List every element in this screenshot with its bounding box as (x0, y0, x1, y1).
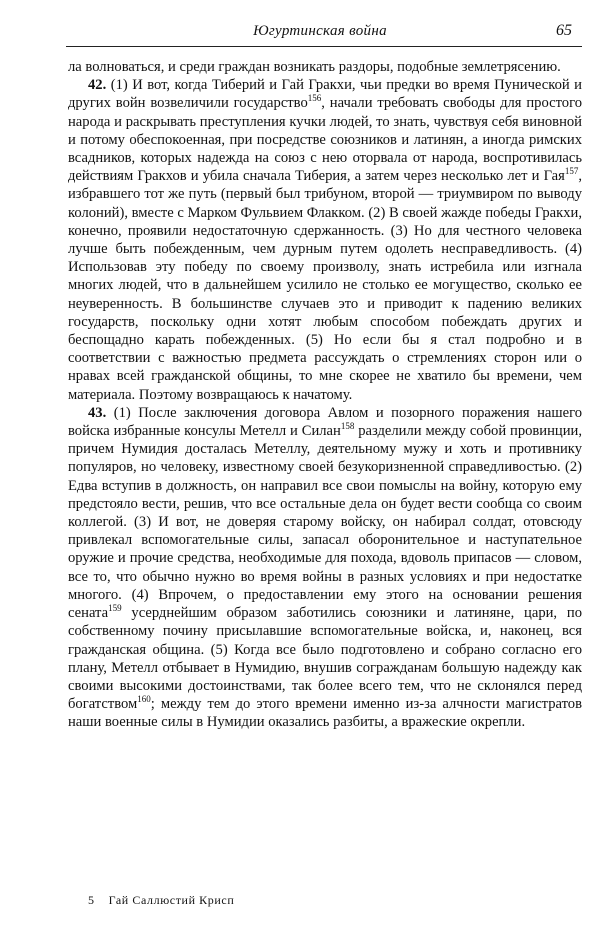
section-text: (1) После заключения договора Авлом и позорного поражения нашего войска избранные консулы Метелл и Силан (68, 404, 582, 440)
footnote-ref: 156 (307, 93, 322, 104)
footnote-ref: 160 (137, 694, 151, 705)
section-text: , избравшего тот же путь (первый был трибуном, второй — триумвиром по выводу колоний), вместе с Марком Фульвием Флакком. (2) В своей жажде победы Гракхи, конечно, проявили недостаточную сдержанность. (3) Но для честного человека лучше быть побежденным, чем дурным путем одолеть несправедливость. (4) Использовав эту победу по своему произволу, знать истребила или изгнала многих людей, что в дальнейшем усилило не столько ее могущество, сколько ее неуверенность. В большинстве случаев это и приводит к падению великих государств, поскольку одни хотят любым способом побеждать других и беспощадно карать побежденных. (5) Но если бы я стал подробно и в соответствии с важностью предмета рассуждать о стремлениях сторон или о нравах всей гражданской общины, то мне скорее не хватило бы времени, чем материала. Поэтому возвращаюсь к начатому. (68, 168, 582, 403)
page-number: 65 (556, 22, 572, 39)
section-text: усерднейшим образом заботились союзники и латиняне, цари, по собственному почину присылавшие вспомогательные войска, и, наконец, вся гражданская община. (5) Когда все было подготовлено и собрано согласно его плану, Метелл отбывает в Нумидию, внушив согражданам большую надежду как своими высокими достоинствами, так более всего тем, что не склонялся перед богатством (68, 605, 582, 713)
section-text: , начали требовать свободы для простого народа и раскрывать преступления кучки людей, то знать, чувствуя себя виновной и потому обеспокоенная, при посредстве союзников и латинян, а иногда римских всадников, которых надежда на союз с нею оторвала от народа, воспротивилась действиям Гракхов и убила сначала Тиберия, а затем через несколько лет и Гая (68, 95, 582, 185)
section-text: ; между тем до этого времени именно из-за алчности магистратов наши военные силы в Нумидии оказались разбиты, а вражеские окрепли. (68, 696, 582, 731)
signature-mark (88, 893, 234, 908)
running-title: Югуртинская война (253, 23, 387, 39)
footnote-ref: 157 (564, 166, 579, 177)
section-text: (1) И вот, когда Тиберий и Гай Гракхи, чьи предки во время Пунической и других войн возвеличили государство (68, 77, 582, 112)
section-42 (68, 76, 582, 404)
signature-author: Гай Саллюстий Крисп (108, 893, 235, 907)
header-rule (66, 46, 582, 47)
signature-number: 5 (88, 893, 95, 907)
footnote-ref: 159 (108, 603, 122, 614)
footnote-ref: 158 (340, 421, 355, 432)
section-number: 43. (88, 404, 107, 421)
continuation-paragraph: ла волноваться, и среди граждан возникать раздоры, подобные землетрясению. (68, 59, 561, 75)
section-text: разделили между собой провинции, причем Нумидия досталась Метеллу, деятельному мужу и хоть и противнику популяров, но человеку, известному своей безукоризненной справедливостью. (2) Едва вступив в должность, он направил все свои помыслы на войну, которую ему предстояло вести, решив, что все остальные дела он будет вести сообща со своим коллегой. (3) И вот, не доверяя старому войску, он набирал солдат, отовсюду привлекал вспомогательные силы, запасал оборонительное и наступательное оружие и прочие средства, необходимые для похода, вдоволь припасов — словом, все то, что обычно нужно во время войны в разных условиях и при недостатке многого. (4) Впрочем, о предоставлении ему этого на основании решения сената (68, 423, 582, 622)
section-number: 42. (88, 77, 107, 94)
main-text (68, 58, 582, 732)
running-header (70, 22, 578, 44)
section-43 (68, 404, 582, 732)
